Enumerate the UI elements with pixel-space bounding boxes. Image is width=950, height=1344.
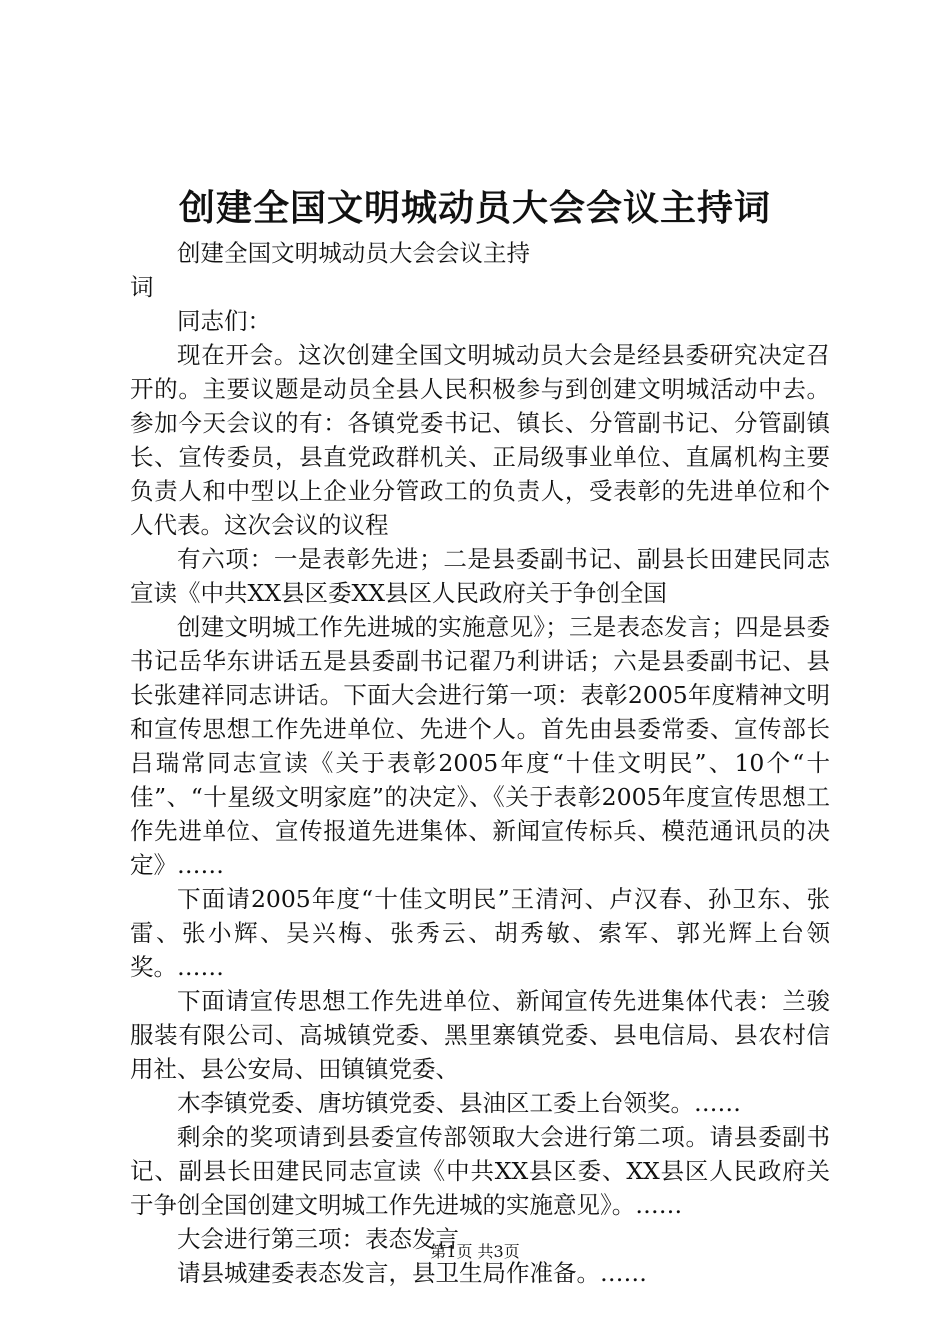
document-body	[130, 236, 830, 1290]
paragraph: 大会进行第三项：表态发言	[177, 1225, 459, 1253]
paragraph: 有六项：一是表彰先进；二是县委副书记、副县长田建民同志宣读《中共XX县区委XX县区人民政府关于争创全国	[130, 545, 830, 607]
paragraph: 创建文明城工作先进城的实施意见》；三是表态发言；四是县委书记岳华东讲话五是县委副书记翟乃利讲话；六是县委副书记、县长张建祥同志讲话。下面大会进行第一项：表彰2005年度精神文明和宣传思想工作先进单位、先进个人。首先由县委常委、宣传部长吕瑞常同志宣读《关于表彰2005年度“十佳文明民”、10个“十佳”、“十星级文明家庭”的决定》、《关于表彰2005年度宣传思想工作先进单位、宣传报道先进集体、新闻宣传标兵、模范通讯员的决定》……	[130, 613, 830, 879]
paragraph: 下面请宣传思想工作先进单位、新闻宣传先进集体代表：兰骏服装有限公司、高城镇党委、黑里寨镇党委、县电信局、县农村信用社、县公安局、田镇镇党委、	[130, 987, 830, 1083]
paragraph: 请县城建委表态发言，县卫生局作准备。……	[177, 1259, 647, 1287]
paragraph: 木李镇党委、唐坊镇党委、县油区工委上台领奖。……	[177, 1089, 741, 1117]
paragraph: 现在开会。这次创建全国文明城动员大会是经县委研究决定召开的。主要议题是动员全县人民积极参与到创建文明城活动中去。参加今天会议的有：各镇党委书记、镇长、分管副书记、分管副镇长、宣传委员，县直党政群机关、正局级事业单位、直属机构主要负责人和中型以上企业分管政工的负责人，受表彰的先进单位和个人代表。这次会议的议程	[130, 341, 830, 539]
paragraph: 下面请2005年度“十佳文明民”王清河、卢汉春、孙卫东、张雷、张小辉、吴兴梅、张秀云、胡秀敏、索军、郭光辉上台领奖。……	[130, 885, 830, 981]
page-number-footer: 第1页 共3页	[430, 1242, 520, 1261]
paragraph-subtitle: 创建全国文明城动员大会会议主持词	[130, 239, 530, 301]
paragraph-salutation: 同志们：	[177, 307, 271, 335]
paragraph: 剩余的奖项请到县委宣传部领取大会进行第二项。请县委副书记、副县长田建民同志宣读《中共XX县区委、XX县区人民政府关于争创全国创建文明城工作先进城的实施意见》。……	[130, 1123, 830, 1219]
document-title: 创建全国文明城动员大会会议主持词	[178, 188, 771, 229]
